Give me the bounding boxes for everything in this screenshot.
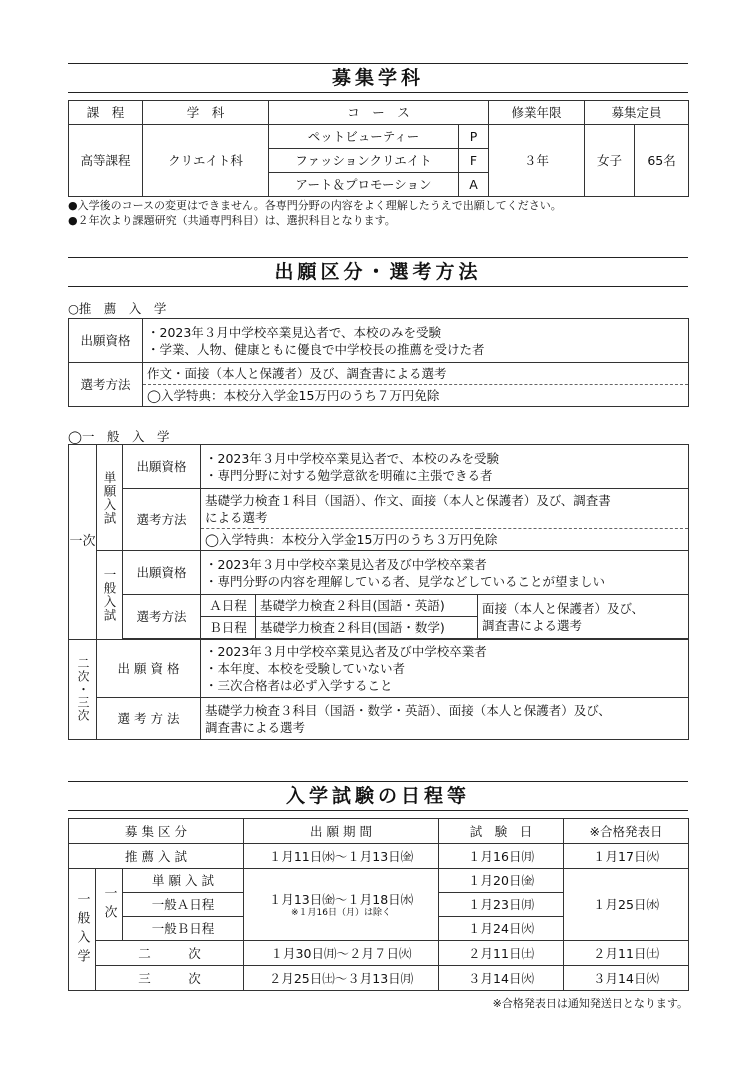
gender: 女子: [585, 125, 635, 197]
ippan-method-label: 選考方法: [123, 595, 201, 639]
course-name: ペットビューティー: [269, 125, 459, 149]
recommend-qual-label: 出願資格: [69, 319, 143, 363]
years: ３年: [489, 125, 585, 197]
tangan-label: 単願入試: [97, 445, 123, 551]
ippan-qual-line: ・2023年３月中学校卒業見込者及び中学校卒業者: [205, 556, 487, 572]
ippan-a-label: 一般Ａ日程: [123, 893, 244, 917]
recommend-heading: ○推 薦 入 学: [68, 301, 167, 316]
capacity: 65名: [635, 125, 689, 197]
tangan-qual-line: ・専門分野に対する勉学意欲を明確に主張できる者: [205, 467, 493, 483]
course-name: アート＆プロモーション: [269, 173, 459, 197]
first-label: 一次: [96, 869, 123, 941]
b-schedule-exam: 基礎学力検査２科目(国語・数学): [256, 617, 478, 639]
recommend-method-label: 選考方法: [69, 363, 143, 407]
second-exam: ２月11日㈯: [439, 941, 564, 966]
tangan-method-line: による選考: [205, 509, 268, 525]
schedule-title: 入学試験の日程等: [68, 781, 688, 811]
b-schedule-label: Ｂ日程: [201, 617, 256, 639]
tangan-exam-date: １月20日㈮: [439, 869, 564, 893]
schedule-footnote: ※合格発表日は通知発送日となります。: [492, 997, 688, 1010]
course-code: P: [459, 125, 489, 149]
header-years: 修業年限: [489, 101, 585, 125]
interview-line: 面接（本人と保護者）及び、: [482, 600, 645, 616]
second-qual-line: ・本年度、本校を受験していない者: [205, 661, 406, 676]
header-department: 学 科: [143, 101, 269, 125]
recruit-table: [68, 100, 689, 197]
second-result: ２月11日㈯: [564, 941, 689, 966]
recruit-title: 募集学科: [68, 63, 688, 93]
course-level: 高等課程: [69, 125, 143, 197]
first-period: １月13日㈮～１月18日㈬: [268, 891, 414, 907]
course-name: ファッションクリエイト: [269, 149, 459, 173]
schedule-header: 募 集 区 分: [69, 819, 244, 844]
ippan-qual-line: ・専門分野の内容を理解している者、見学などしていることが望ましい: [205, 573, 606, 589]
selection-title: 出願区分・選考方法: [68, 257, 688, 287]
second-round-label: 二 次: [96, 941, 244, 966]
third-exam: ３月14日㈫: [439, 966, 564, 991]
first-period-note: ※１月16日（月）は除く: [291, 907, 391, 918]
third-result: ３月14日㈫: [564, 966, 689, 991]
schedule-header: ※合格発表日: [564, 819, 689, 844]
recruit-note: ●入学後のコースの変更はできません。各専門分野の内容をよく理解したうえで出願してください。: [68, 199, 562, 212]
ippan-b-exam: １月24日㈫: [439, 917, 564, 941]
first-result: １月25日㈬: [564, 869, 689, 941]
course-code: F: [459, 149, 489, 173]
ippan-a-exam: １月23日㈪: [439, 893, 564, 917]
department: クリエイト科: [143, 125, 269, 197]
second-qual-label: 出 願 資 格: [97, 640, 201, 698]
general-table: [68, 444, 689, 740]
general-entry-label: 一般入学: [69, 869, 96, 991]
a-schedule-label: Ａ日程: [201, 595, 256, 617]
suisen-label: 推 薦 入 試: [69, 844, 244, 869]
second-period: １月30日㈪～２月７日㈫: [244, 941, 439, 966]
recommend-privilege: ◯入学特典：本校分入学金15万円のうち７万円免除: [143, 385, 689, 407]
suisen-result: １月17日㈫: [564, 844, 689, 869]
second-method-line: 調査書による選考: [205, 719, 306, 735]
schedule-header: 出 願 期 間: [244, 819, 439, 844]
third-period: ２月25日㈯～３月13日㈪: [244, 966, 439, 991]
second-method-label: 選 考 方 法: [97, 698, 201, 740]
second-qual-line: ・三次合格者は必ず入学すること: [205, 678, 393, 693]
ippan-qual-label: 出願資格: [123, 551, 201, 595]
schedule-table: [68, 818, 689, 991]
recommend-table: [68, 318, 689, 407]
suisen-exam: １月16日㈪: [439, 844, 564, 869]
tangan-method-line: 基礎学力検査１科目（国語）、作文、面接（本人と保護者）及び、調査書: [205, 492, 611, 508]
first-round-label: 一次: [69, 445, 97, 640]
suisen-period: １月11日㈬～１月13日㈮: [244, 844, 439, 869]
second-third-label: 二次・三次: [69, 640, 97, 740]
a-schedule-exam: 基礎学力検査２科目(国語・英語): [256, 595, 478, 617]
recruit-note: ●２年次より課題研究（共通専門科目）は、選択科目となります。: [68, 214, 396, 227]
course-code: A: [459, 173, 489, 197]
tangan-qual-line: ・2023年３月中学校卒業見込者で、本校のみを受験: [205, 450, 500, 466]
schedule-header: 試 験 日: [439, 819, 564, 844]
ippan-b-label: 一般Ｂ日程: [123, 917, 244, 941]
recommend-method: 作文・面接（本人と保護者）及び、調査書による選考: [143, 363, 689, 385]
third-round-label: 三 次: [96, 966, 244, 991]
tangan-qual-label: 出願資格: [123, 445, 201, 489]
general-heading: ◯一 般 入 学: [68, 429, 170, 444]
recommend-qual-line: ・学業、人物、健康ともに優良で中学校長の推薦を受けた者: [147, 341, 485, 357]
header-capacity: 募集定員: [585, 101, 689, 125]
header-course-level: 課 程: [69, 101, 143, 125]
second-method-line: 基礎学力検査３科目（国語・数学・英語）、面接（本人と保護者）及び、: [205, 702, 611, 718]
tangan-exam-label: 単 願 入 試: [123, 869, 244, 893]
tangan-method-label: 選考方法: [123, 489, 201, 551]
recommend-qual-line: ・2023年３月中学校卒業見込者で、本校のみを受験: [147, 324, 442, 340]
interview-line: 調査書による選考: [482, 617, 583, 633]
second-qual-line: ・2023年３月中学校卒業見込者及び中学校卒業者: [205, 644, 487, 659]
header-course: コ ー ス: [269, 101, 489, 125]
ippan-label: 一般入試: [97, 551, 123, 640]
tangan-privilege: ◯入学特典：本校分入学金15万円のうち３万円免除: [201, 529, 689, 551]
